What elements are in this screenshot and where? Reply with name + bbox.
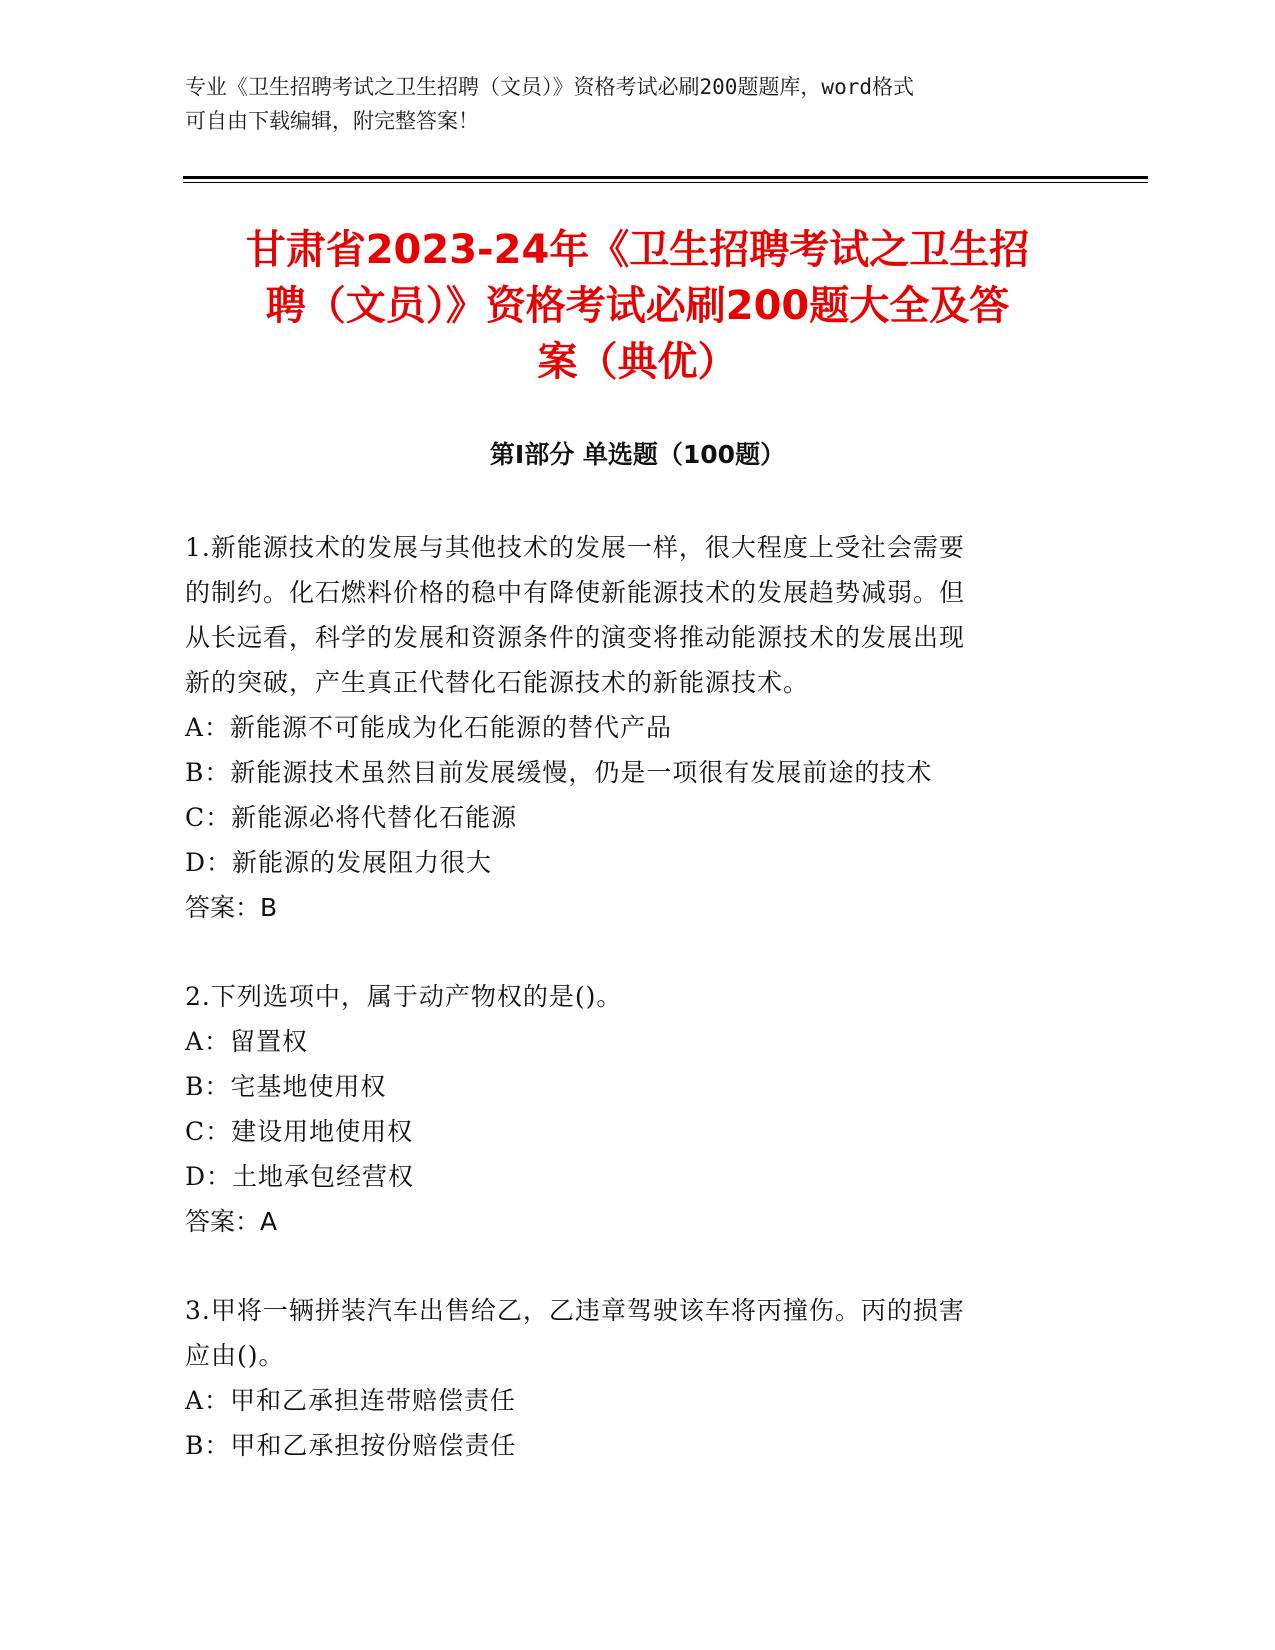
question-stem-line: 新的突破，产生真正代替化石能源技术的新能源技术。 (185, 668, 810, 697)
option-a: A：留置权 (185, 1027, 309, 1056)
question-3 (185, 1288, 1065, 1468)
question-stem-line: 1.新能源技术的发展与其他技术的发展一样，很大程度上受社会需要 (185, 533, 965, 562)
document-title-line-2: 聘（文员）》资格考试必刷200题大全及答 (265, 283, 1010, 329)
section-title: 第Ⅰ部分 单选题（100题） (489, 440, 786, 469)
document-title-line-3: 案（典优） (537, 339, 738, 385)
question-2 (185, 974, 1065, 1244)
option-a: A：甲和乙承担连带赔偿责任 (185, 1386, 517, 1415)
option-c: C：建设用地使用权 (185, 1117, 414, 1146)
answer-label: 答案：B (185, 893, 278, 922)
question-stem-line: 从长远看，科学的发展和资源条件的演变将推动能源技术的发展出现 (185, 623, 966, 652)
question-stem-line: 2.下列选项中，属于动产物权的是()。 (185, 982, 623, 1011)
option-d: D：土地承包经营权 (185, 1162, 415, 1191)
option-b: B：甲和乙承担按份赔偿责任 (185, 1431, 517, 1460)
document-title (185, 222, 1090, 390)
question-stem-line: 3.甲将一辆拼装汽车出售给乙，乙违章驾驶该车将丙撞伤。丙的损害 (185, 1296, 965, 1325)
header-note (185, 70, 1065, 138)
option-b: B：宅基地使用权 (185, 1072, 387, 1101)
header-divider-thin (183, 182, 1148, 183)
question-list (185, 525, 1065, 1512)
answer-label: 答案：A (185, 1207, 278, 1236)
option-d: D：新能源的发展阻力很大 (185, 848, 493, 877)
question-stem-line: 的制约。化石燃料价格的稳中有降使新能源技术的发展趋势减弱。但 (185, 578, 966, 607)
question-stem-line: 应由()。 (185, 1341, 285, 1370)
document-title-line-1: 甘肃省2023-24年《卫生招聘考试之卫生招 (245, 227, 1030, 273)
option-c: C：新能源必将代替化石能源 (185, 803, 518, 832)
question-1 (185, 525, 1065, 930)
header-note-line-1: 专业《卫生招聘考试之卫生招聘（文员）》资格考试必刷200题题库，word格式 (185, 75, 914, 99)
header-divider-thick (183, 176, 1148, 179)
header-note-line-2: 可自由下载编辑，附完整答案！ (185, 109, 479, 133)
option-b: B：新能源技术虽然目前发展缓慢，仍是一项很有发展前途的技术 (185, 758, 933, 787)
option-a: A：新能源不可能成为化石能源的替代产品 (185, 713, 673, 742)
